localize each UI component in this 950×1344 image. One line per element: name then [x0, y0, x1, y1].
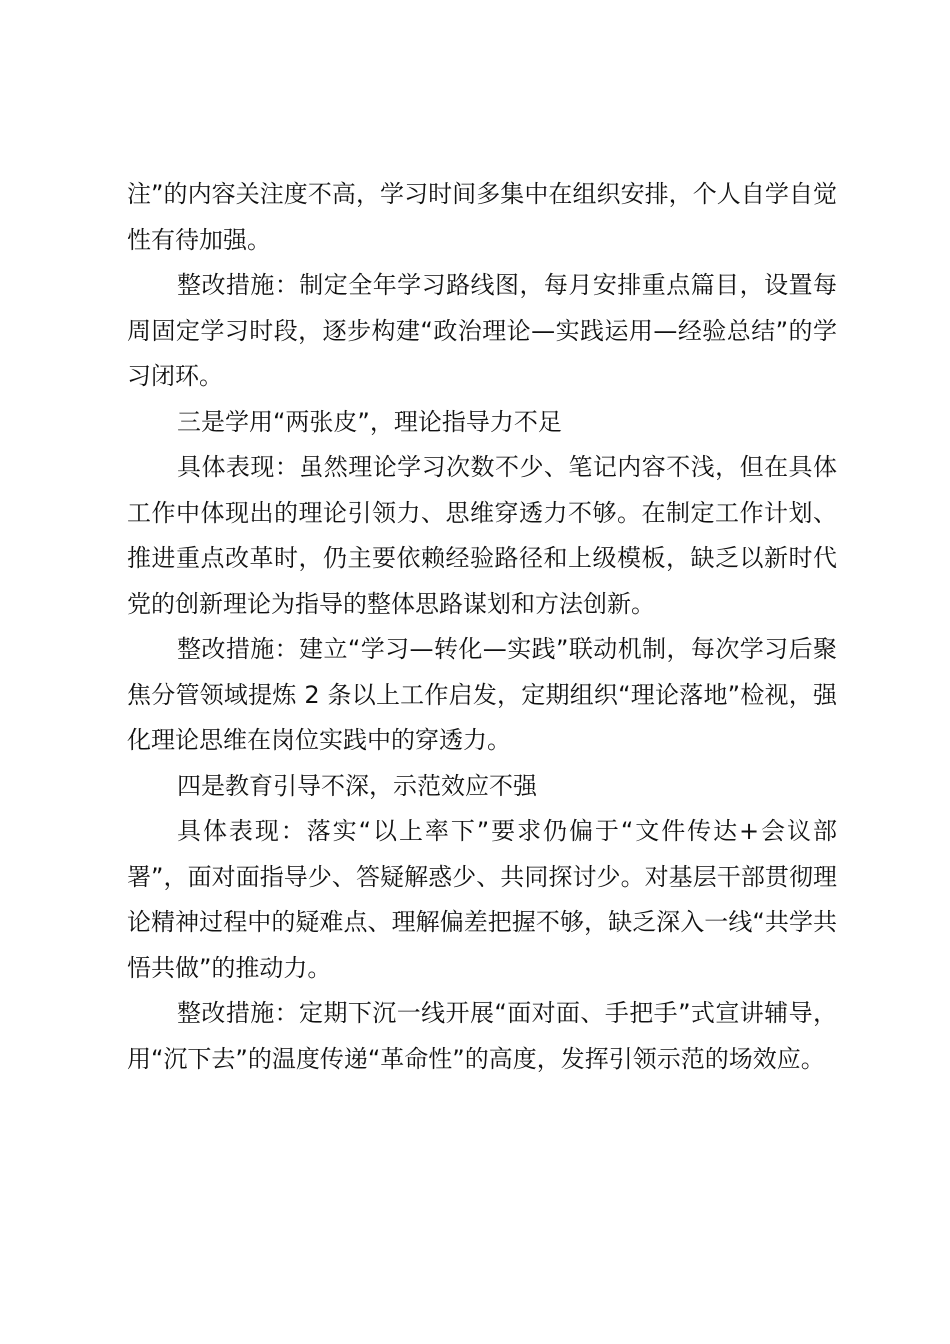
body-paragraph-rectification-measures: 整改措施：建立“学习—转化—实践”联动机制，每次学习后聚焦分管领域提炼 2 条以上工作启发，定期组织“理论落地”检视，强化理论思维在岗位实践中的穿透力。: [127, 635, 837, 754]
section-heading-three: 三是学用“两张皮”，理论指导力不足: [177, 407, 562, 436]
document-body: [127, 172, 837, 1082]
body-paragraph-rectification-measures: 整改措施：定期下沉一线开展“面对面、手把手”式宣讲辅导，用“沉下去”的温度传递“革命性”的高度，发挥引领示范的场效应。: [127, 999, 837, 1073]
body-paragraph-continuation: 注”的内容关注度不高，学习时间多集中在组织安排，个人自学自觉性有待加强。: [127, 180, 837, 254]
body-paragraph-specific-performance: 具体表现：虽然理论学习次数不少、笔记内容不浅，但在具体工作中体现出的理论引领力、思维穿透力不够。在制定工作计划、推进重点改革时，仍主要依赖经验路径和上级模板，缺乏以新时代党的创新理论为指导的整体思路谋划和方法创新。: [127, 453, 837, 618]
section-heading-four: 四是教育引导不深，示范效应不强: [177, 771, 537, 800]
body-paragraph-specific-performance: 具体表现：落实“以上率下”要求仍偏于“文件传达+会议部署”，面对面指导少、答疑解惑少、共同探讨少。对基层干部贯彻理论精神过程中的疑难点、理解偏差把握不够，缺乏深入一线“共学共悟共做”的推动力。: [127, 817, 837, 982]
body-paragraph-rectification-measures: 整改措施：制定全年学习路线图，每月安排重点篇目，设置每周固定学习时段，逐步构建“政治理论—实践运用—经验总结”的学习闭环。: [127, 271, 837, 390]
